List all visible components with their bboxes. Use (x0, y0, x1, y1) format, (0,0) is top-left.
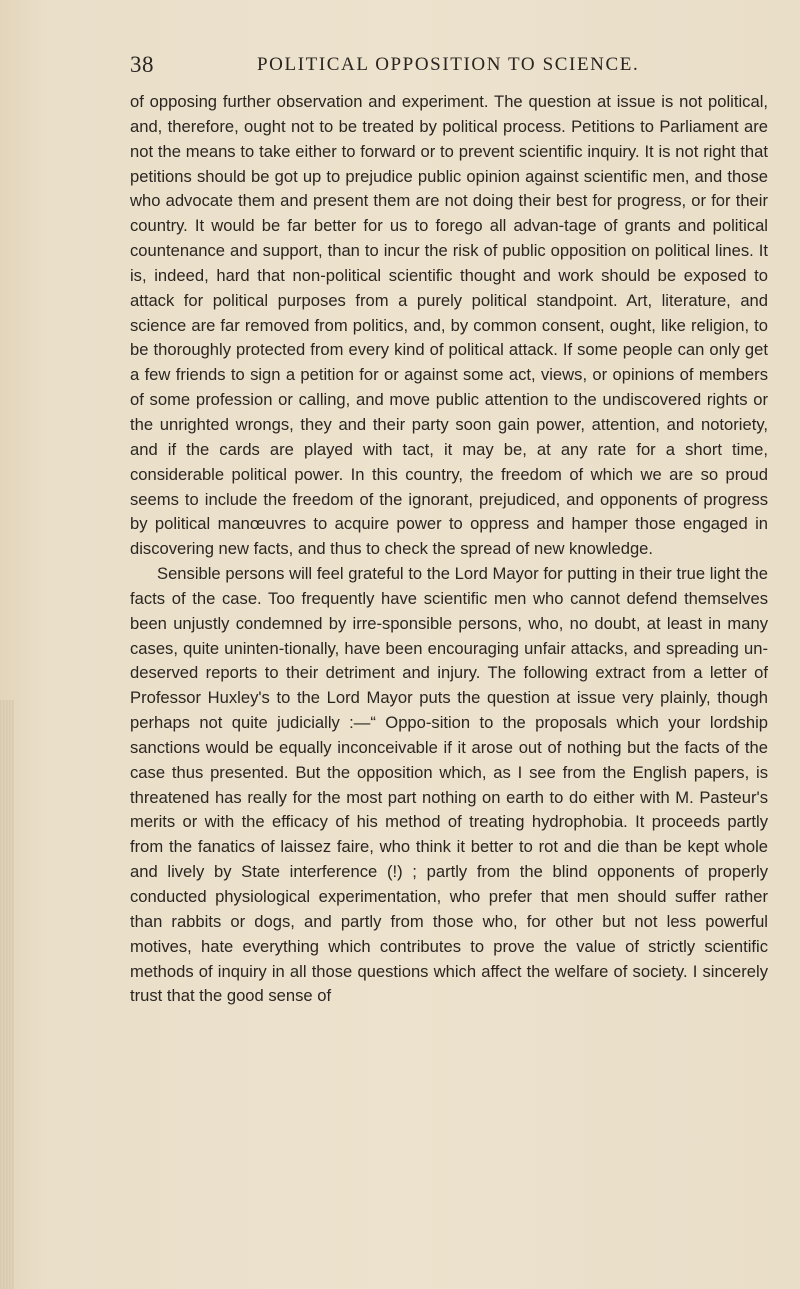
paragraph-continued: of opposing further observation and experiment. The question at issue is not political, and, therefore, ought not to be treated by political process. Petitions to Parliament are not the means to take either to forward or to prevent scientific inquiry. It is not right that petitions should be got up to prejudice public opinion against scientific men, and those who advocate them and present them are not doing their best for progress, or for their country. It would be far better for us to forego all advan-tage of grants and political countenance and support, than to incur the risk of public opposition on political lines. It is, indeed, hard that non-political scientific thought and work should be exposed to attack for political purposes from a purely political standpoint. Art, literature, and science are far removed from politics, and, by common consent, ought, like religion, to be thoroughly protected from every kind of political attack. If some people can only get a few friends to sign a petition for or against some act, views, or opinions of members of some profession or calling, and move public attention to the undiscovered rights or the unrighted wrongs, they and their party soon gain power, attention, and notoriety, and if the cards are played with tact, it may be, at any rate for a short time, considerable political power. In this country, the freedom of which we are so proud seems to include the freedom of the ignorant, prejudiced, and opponents of progress by political manœuvres to acquire power to oppress and hamper those engaged in discovering new facts, and thus to check the spread of new knowledge. (130, 92, 768, 559)
body-text (130, 90, 768, 1009)
binding-gutter-shadow (0, 700, 14, 1289)
page-header (130, 52, 770, 82)
running-head: POLITICAL OPPOSITION TO SCIENCE. (257, 54, 640, 75)
page-number: 38 (130, 52, 154, 77)
paragraph-lord-mayor: Sensible persons will feel grateful to the Lord Mayor for putting in their true light the facts of the case. Too frequently have scientific men who cannot defend themselves been unjustly condemned by irre-sponsible persons, who, no doubt, at least in many cases, quite uninten-tionally, have been encouraging unfair attacks, and spreading un-deserved reports to their detriment and injury. The following extract from a letter of Professor Huxley's to the Lord Mayor puts the question at issue very plainly, though perhaps not quite judicially :—“ Oppo-sition to the proposals which your lordship sanctions would be equally inconceivable if it arose out of nothing but the facts of the case thus presented. But the opposition which, as I see from the English papers, is threatened has really for the most part nothing on earth to do either with M. Pasteur's merits or with the efficacy of his method of treating hydrophobia. It proceeds partly from the fanatics of laissez faire, who think it better to rot and die than be kept whole and lively by State interference (!) ; partly from the blind opponents of properly conducted physiological experimentation, who prefer that men should suffer rather than rabbits or dogs, and partly from those who, for other but not less powerful motives, hate everything which contributes to prove the value of strictly scientific methods of inquiry in all those questions which affect the welfare of society. I sincerely trust that the good sense of (130, 564, 768, 1006)
